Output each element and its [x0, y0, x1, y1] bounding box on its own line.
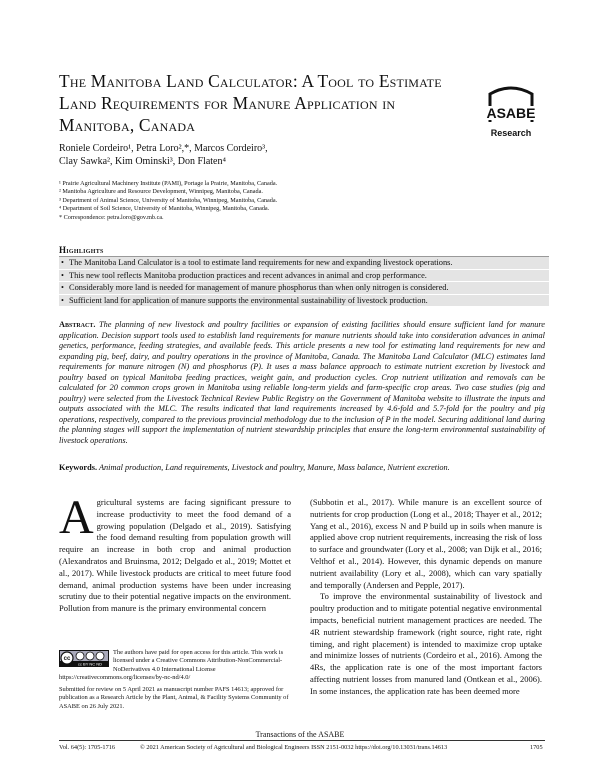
footer-copyright: © 2021 American Society of Agricultural and Biological Engineers ISSN 2151-0032 https://doi.org/10.13031/trans.14613 — [140, 744, 448, 751]
highlight-item: • This new tool reflects Manitoba production practices and recent advances in animal and crop performance. — [59, 270, 549, 282]
affiliation-item: ³ Department of Animal Science, University of Manitoba, Winnipeg, Manitoba, Canada. — [59, 196, 278, 204]
highlights-box — [59, 245, 549, 307]
correspondence: * Correspondence: petra.loro@gov.mb.ca. — [59, 213, 164, 221]
submission-note: Submitted for review on 5 April 2021 as manuscript number PAFS 14613; approved for publication as a Research Article by the Plant, Animal, & Facility Systems Community of ASABE on 26 July 2021. — [59, 686, 289, 710]
svg-text:cc: cc — [63, 656, 71, 663]
page-number: 1705 — [530, 744, 543, 751]
keywords — [59, 463, 545, 474]
highlight-item: • Sufficient land for application of manure supports the environmental sustainability of livestock production. — [59, 295, 549, 307]
body-paragraph: To improve the environmental sustainability of livestock and poultry production and to mitigate potential negative environmental impacts, beneficial nutrient management practices are needed. The 4R nutrient stewardship framework (right source, right rate, right timing, and right placement) is intended to maximize crop uptake and minimize losses of nutrients (Cordeiro et al., 2016). Among the 4Rs, the application rate is one of the most important factors affecting nutrient losses from manured land (Ontkean et al., 2006). In some instances, the application rate has been deemed more — [310, 591, 542, 696]
highlights-heading: Highlights — [59, 245, 104, 255]
affiliation-item: ² Manitoba Agriculture and Resource Development, Winnipeg, Manitoba, Canada. — [59, 188, 263, 196]
keywords-text: Animal production, Land requirements, Livestock and poultry, Manure, Mass balance, Nutrient excretion. — [97, 463, 450, 472]
creative-commons-badge-icon — [59, 650, 109, 667]
body-column-left — [59, 491, 291, 615]
author-list — [59, 142, 359, 168]
affiliations — [59, 180, 399, 222]
body-text: gricultural systems are facing significant pressure to increase productivity to meet the food demand of a growing population (Delgado et al., 2019). Satisfying the food demand resulting from population growth will require an increase in both crop and animal production (Alexandratos and Bruinsma, 2012; Delgado et al., 2019; Mottet et al., 2017). While livestock products are critical to meet future food demand, animal production systems have been under increasing scrutiny due to their potential negative impacts on the environment. Pollution from manure is the primary environmental concern — [59, 497, 291, 614]
footer-volume: Vol. 64(5): 1705-1716 — [59, 744, 116, 751]
drop-cap: A — [59, 491, 94, 544]
license-text: The authors have paid for open access for this article. This work is licensed under a Creative Commons Attribution-NonCommercial-NoDerivatives 4.0 International License https://creativecommons.org/licenses/by-nc-nd/4.0/ — [59, 649, 284, 681]
logo-sub-text: Research — [490, 128, 532, 138]
highlights-list — [59, 256, 549, 307]
highlight-item: • Considerably more land is needed for management of manure phosphorus than when only nitrogen is considered. — [59, 282, 549, 294]
authors-line-2: Clay Sawka², Kim Ominski³, Don Flaten⁴ — [59, 156, 226, 167]
keywords-label: Keywords. — [59, 463, 98, 472]
abstract-label: Abstract. — [59, 320, 96, 329]
license-note — [59, 649, 291, 682]
authors-line-1: Roniele Cordeiro¹, Petra Loro²,*, Marcos Cordeiro³, — [59, 143, 268, 154]
body-paragraph: (Subbotin et al., 2017). While manure is an excellent source of nutrients for crop production (Long et al., 2018; Thayer et al., 2012; Yang et al., 2016), excess N and P build up in soils when manure is applied above crop nutrient requirements, increasing the risk of loss to surface and groundwater (Lory et al., 2008; van Dijk et al., 2016; Velthof et al., 2014). However, this dynamic depends on manure nutrient availability (Lory et al., 2008), which can vary spatially and temporally (Andersen and Pepple, 2017). — [310, 497, 542, 590]
affiliation-item: ¹ Prairie Agricultural Machinery Institute (PAMI), Portage la Prairie, Manitoba, Canada. — [59, 180, 278, 187]
footer-divider — [59, 740, 545, 741]
abstract — [59, 320, 545, 446]
highlight-item: • The Manitoba Land Calculator is a tool to estimate land requirements for new and expanding livestock operations. — [59, 257, 549, 269]
abstract-text: The planning of new livestock and poultry facilities or expansion of existing facilities should ensure sufficient land for manure application. Decision support tools used to establish land requirements for manure nutrients should take into consideration advances in animal genetics, performance, feeding strategies, and available feeds. This article presents a new tool for estimating land requirements for new and expanding pig, beef, dairy, and poultry operations in the province of Manitoba, Canada. The Manitoba Land Calculator (MLC) estimates land requirements for manure nitrogen (N) and phosphorus (P). It uses a mass balance approach to estimate nutrient excretion by livestock and poultry based on typical Manitoba feeding practices, weight gain, and production cycles. Crop nutrient utilization and removals can be calculated for 20 common crops grown in Manitoba using reliable long-term yields and farm-specific crop areas. Two case studies (pig and poultry) were selected from the Livestock Technical Review Public Registry on the Government of Manitoba website to illustrate the inputs and outputs associated with the MLC. The results indicated that land requirements increased by 4.6-fold and 5.7-fold for the poultry and pig operations, respectively, compared to the previous provincial methodology due to the inclusion of P in the model. Securing additional land during the planning stages will support the implementation of nutrient stewardship principles that ensure the long-term environmental sustainability of livestock operations. — [59, 320, 545, 445]
body-column-right — [310, 497, 542, 698]
affiliation-item: ⁴ Department of Soil Science, University of Manitoba, Winnipeg, Manitoba, Canada. — [59, 205, 270, 213]
logo-main-text: ASABE — [486, 105, 536, 121]
footer-journal-name: Transactions of the ASABE — [255, 730, 345, 739]
paper-title: The Manitoba Land Calculator: A Tool to Estimate Land Requirements for Manure Application in Manitoba, Canada — [59, 71, 442, 135]
cc-badge-text: cc BY NC ND — [77, 661, 103, 667]
